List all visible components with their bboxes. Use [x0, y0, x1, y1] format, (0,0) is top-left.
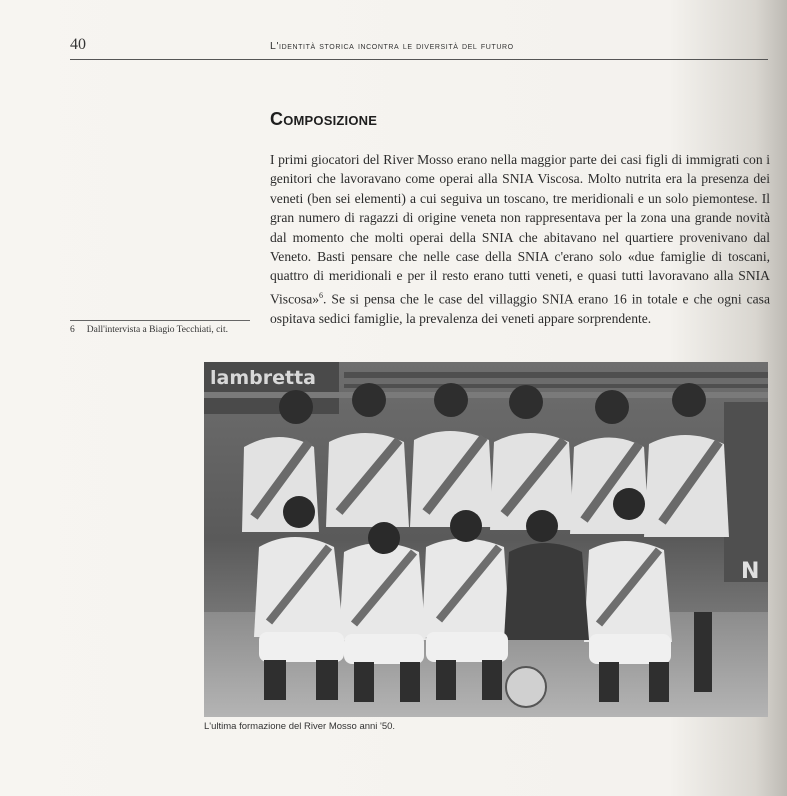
- body-paragraph: [270, 150, 770, 328]
- sign-text: lambretta: [210, 367, 316, 389]
- header-rule: [70, 59, 768, 60]
- page-number: 40: [70, 36, 86, 53]
- sign-text-right: N: [741, 559, 760, 584]
- footnote-text: Dall'intervista a Biagio Tecchiati, cit.: [86, 325, 228, 335]
- footnote-number: 6: [70, 325, 75, 335]
- team-photo: [204, 362, 768, 717]
- footnote-reference: 6: [319, 290, 324, 300]
- footnote: [70, 325, 260, 335]
- body-paragraph-start: I primi giocatori del River Mosso erano nella maggior parte dei casi figli di immigrati con i genitori che lavoravano come operai alla SNIA Viscosa. Molto nutrita era la presenza dei veneti (ben sei elementi) a cui seguiva un toscano, tre meridionali e un solo piemontese. Il gran numero di ragazzi di origine veneta non rappresentava per la zona una grande novità dal momento che molti operai della SNIA che abitavano nel quartiere provenivano dal Veneto. Basti pensare che nelle case della SNIA c'erano solo «due famiglie di toscani, quattro di meridionali e per il resto erano tutti veneti, e quasi tutti lavoravano alla SNIA Viscosa»: [270, 152, 770, 307]
- footnote-rule: [70, 320, 250, 321]
- photo-caption: L'ultima formazione del River Mosso anni '50.: [204, 721, 396, 732]
- body-paragraph-end: . Se si pensa che le case del villaggio SNIA erano 16 in totale e che ogni casa ospitava sedici famiglie, la prevalenza dei veneti appare sorprendente.: [270, 291, 770, 326]
- running-header: L'identità storica incontra le diversità del futuro: [270, 40, 514, 52]
- body-text: [270, 150, 770, 328]
- section-title: Composizione: [270, 109, 378, 129]
